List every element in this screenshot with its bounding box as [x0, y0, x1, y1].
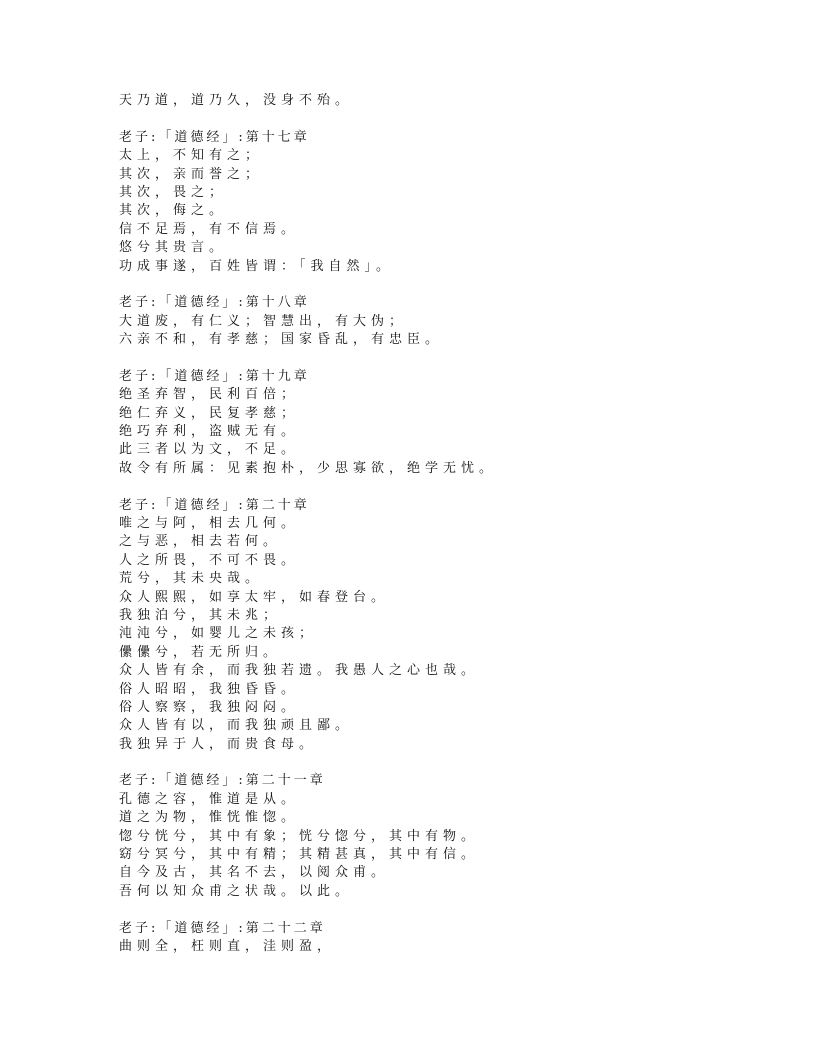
chapter-heading: 老子:「道德经」:第十七章: [119, 129, 310, 145]
verse-line: 孔德之容，惟道是从。: [119, 791, 300, 807]
verse-line: 窈兮冥兮，其中有精；其精甚真，其中有信。: [119, 847, 480, 863]
document-page: [119, 92, 759, 956]
verse-line: 众人皆有余，而我独若遗。我愚人之心也哉。: [119, 663, 480, 679]
verse-line: 道之为物，惟恍惟惚。: [119, 810, 300, 826]
spacer: [119, 349, 759, 367]
chapter-19: [119, 368, 759, 478]
verse-line: 绝圣弃智，民利百倍；: [119, 387, 300, 403]
spacer: [119, 901, 759, 919]
verse-line: 沌沌兮，如婴儿之未孩；: [119, 626, 318, 642]
verse-line: 此三者以为文，不足。: [119, 442, 300, 458]
verse-line: 唯之与阿，相去几何。: [119, 515, 300, 531]
verse-line: 六亲不和，有孝慈；国家昏乱，有忠臣。: [119, 332, 444, 348]
spacer: [119, 478, 759, 496]
chapter-17: [119, 129, 759, 276]
verse-line: 曲则全，枉则直，洼则盈，: [119, 938, 336, 954]
chapter-heading: 老子:「道德经」:第二十章: [119, 497, 310, 513]
verse-line: 俗人昭昭，我独昏昏。: [119, 681, 300, 697]
verse-line: 太上，不知有之；: [119, 148, 264, 164]
chapter-22: [119, 920, 759, 957]
verse-line: 俗人察察，我独闷闷。: [119, 699, 300, 715]
chapter-21: [119, 772, 759, 901]
verse-line: 绝巧弃利，盗贼无有。: [119, 424, 300, 440]
verse-line: 功成事遂，百姓皆谓：「我自然」。: [119, 258, 395, 274]
verse-line: 之与恶，相去若何。: [119, 534, 282, 550]
spacer: [119, 754, 759, 772]
chapter-20: [119, 497, 759, 754]
verse-line: 大道废，有仁义；智慧出，有大伪；: [119, 313, 408, 329]
verse-line: 人之所畏，不可不畏。: [119, 552, 300, 568]
verse-line: 悠兮其贵言。: [119, 240, 228, 256]
verse-line: 儽儽兮，若无所归。: [119, 644, 282, 660]
verse-line: 我独泊兮，其未兆；: [119, 607, 282, 623]
verse-line: 故令有所属：见素抱朴，少思寡欲，绝学无忧。: [119, 460, 498, 476]
verse-line: 众人熙熙，如享太牢，如春登台。: [119, 589, 390, 605]
verse-line: 其次，亲而誉之；: [119, 166, 264, 182]
chapter-heading: 老子:「道德经」:第十九章: [119, 368, 310, 384]
verse-line: 惚兮恍兮，其中有象；恍兮惚兮，其中有物。: [119, 828, 480, 844]
verse-line: 吾何以知众甫之状哉。以此。: [119, 883, 354, 899]
verse-line: 绝仁弃义，民复孝慈；: [119, 405, 300, 421]
chapter-heading: 老子:「道德经」:第十八章: [119, 295, 310, 311]
verse-line: 我独异于人，而贵食母。: [119, 736, 318, 752]
chapter-18: [119, 294, 759, 349]
verse-line: 荒兮，其未央哉。: [119, 571, 264, 587]
spacer: [119, 276, 759, 294]
verse-line: 自今及古，其名不去，以阅众甫。: [119, 865, 390, 881]
chapter-heading: 老子:「道德经」:第二十二章: [119, 920, 326, 936]
spacer: [119, 110, 759, 128]
verse-line: 众人皆有以，而我独顽且鄙。: [119, 718, 354, 734]
verse-line: 信不足焉，有不信焉。: [119, 221, 300, 237]
chapter-heading: 老子:「道德经」:第二十一章: [119, 773, 326, 789]
verse-line: 其次，畏之；: [119, 184, 228, 200]
verse-line: 其次，侮之。: [119, 203, 228, 219]
intro-line: 天乃道，道乃久，没身不殆。: [119, 93, 354, 108]
